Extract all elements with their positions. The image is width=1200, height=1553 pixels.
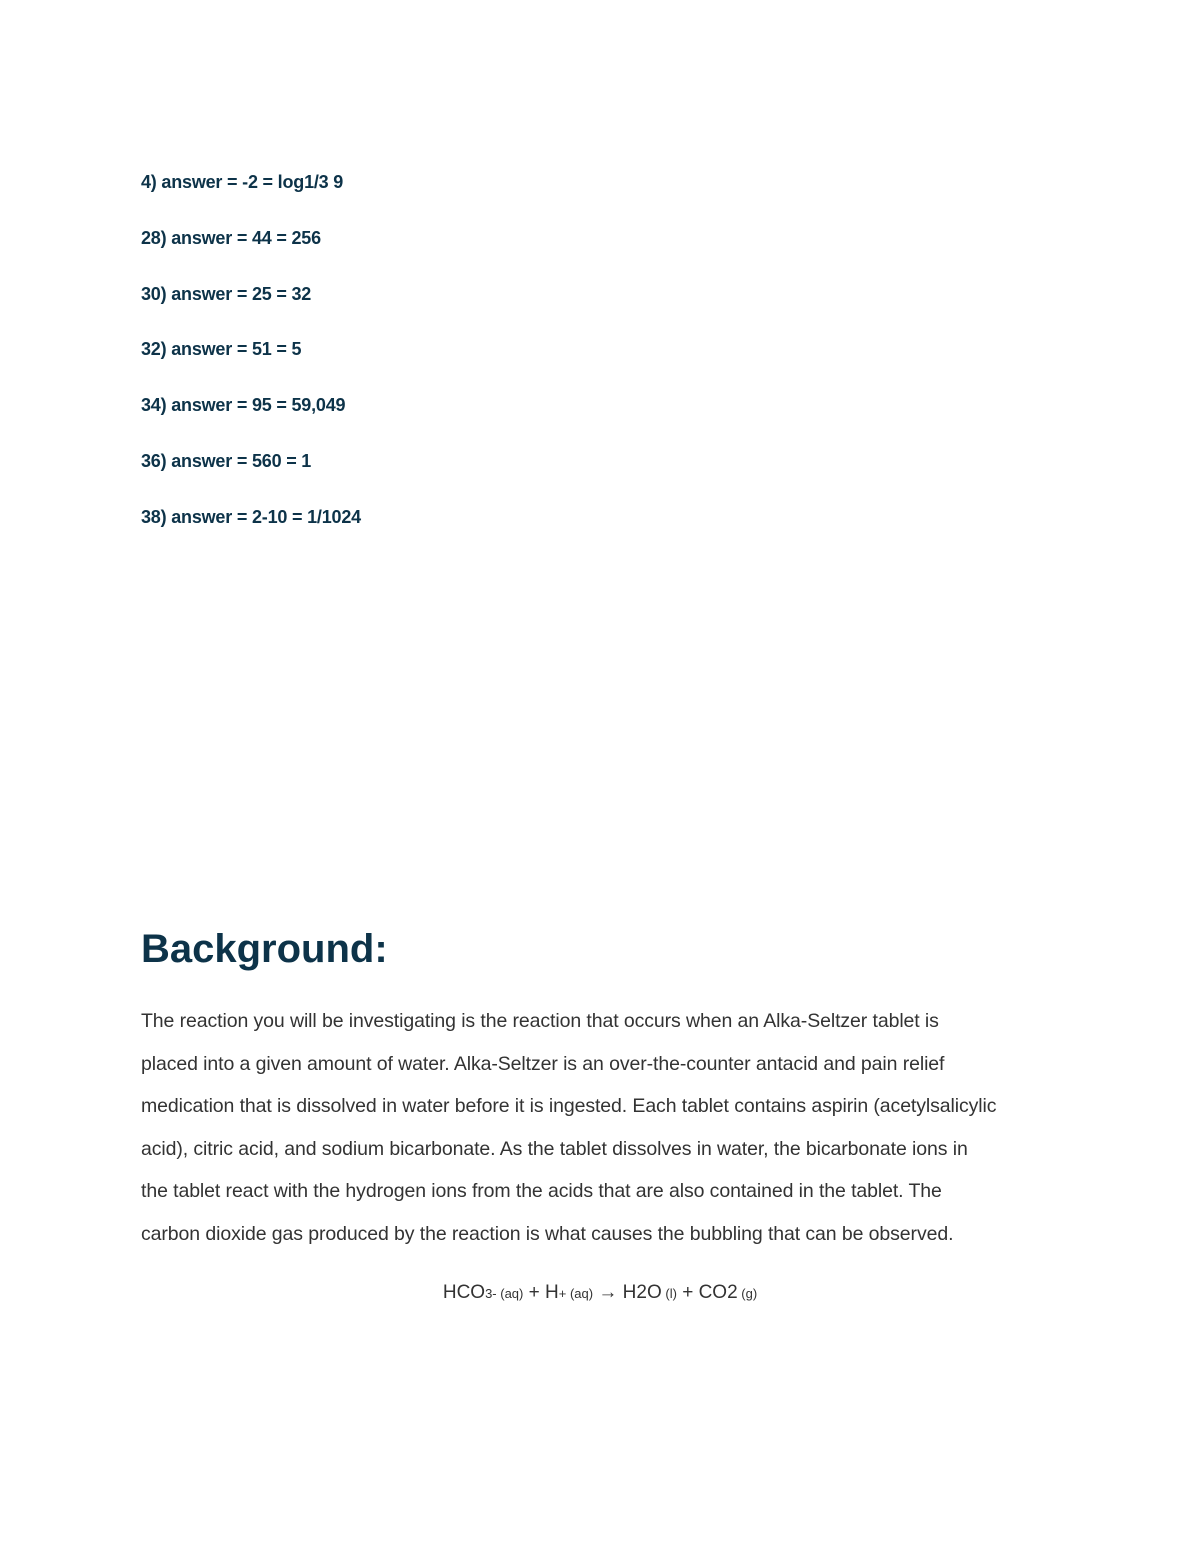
paragraph-line: acid), citric acid, and sodium bicarbonate. As the tablet dissolves in water, the bicarbonate ions in bbox=[141, 1137, 968, 1160]
product-co2-state: (g) bbox=[737, 1286, 758, 1301]
product-co2: CO bbox=[698, 1282, 728, 1303]
answer-line: 34) answer = 95 = 59,049 bbox=[141, 395, 346, 416]
answer-line: 36) answer = 560 = 1 bbox=[141, 450, 312, 471]
answer-line: 28) answer = 44 = 256 bbox=[141, 227, 321, 248]
answer-list bbox=[141, 170, 361, 561]
product-water-h: H bbox=[622, 1282, 637, 1303]
reaction-arrow: → bbox=[593, 1282, 623, 1303]
reactant-hydrogen-charge: + bbox=[558, 1286, 567, 1301]
paragraph-line: the tablet react with the hydrogen ions from the acids that are also contained in the tablet. The bbox=[141, 1180, 942, 1203]
reactant-bicarbonate-charge: 3- bbox=[485, 1286, 497, 1301]
paragraph-line: carbon dioxide gas produced by the reaction is what causes the bubbling that can be observed. bbox=[141, 1222, 954, 1245]
plus-sign: + bbox=[523, 1282, 546, 1303]
reactant-bicarbonate: HCO bbox=[442, 1282, 486, 1303]
paragraph-line: medication that is dissolved in water before it is ingested. Each tablet contains aspirin (acetylsalicylic bbox=[141, 1095, 997, 1118]
answer-line: 32) answer = 51 = 5 bbox=[141, 339, 302, 360]
product-water-o: O bbox=[646, 1282, 662, 1303]
reactant-hydrogen: H bbox=[545, 1282, 559, 1303]
answer-line: 4) answer = -2 = log1/3 9 bbox=[141, 172, 344, 192]
background-heading: Background: bbox=[141, 927, 388, 971]
paragraph-line: The reaction you will be investigating is the reaction that occurs when an Alka-Seltzer tablet is bbox=[141, 1010, 939, 1032]
product-water-state: (l) bbox=[661, 1286, 677, 1301]
reaction-equation bbox=[0, 1278, 1200, 1309]
reactant-hydrogen-state: (aq) bbox=[566, 1286, 594, 1301]
product-water-subscript: 2 bbox=[636, 1282, 647, 1303]
answer-line: 30) answer = 25 = 32 bbox=[141, 283, 312, 304]
background-paragraph bbox=[141, 1000, 1071, 1256]
answer-line: 38) answer = 2-10 = 1/1024 bbox=[141, 506, 361, 527]
paragraph-line: placed into a given amount of water. Alka-Seltzer is an over-the-counter antacid and pain relief bbox=[141, 1052, 945, 1075]
product-co2-subscript: 2 bbox=[727, 1282, 738, 1303]
plus-sign: + bbox=[676, 1282, 699, 1303]
reactant-bicarbonate-state: (aq) bbox=[496, 1286, 524, 1301]
